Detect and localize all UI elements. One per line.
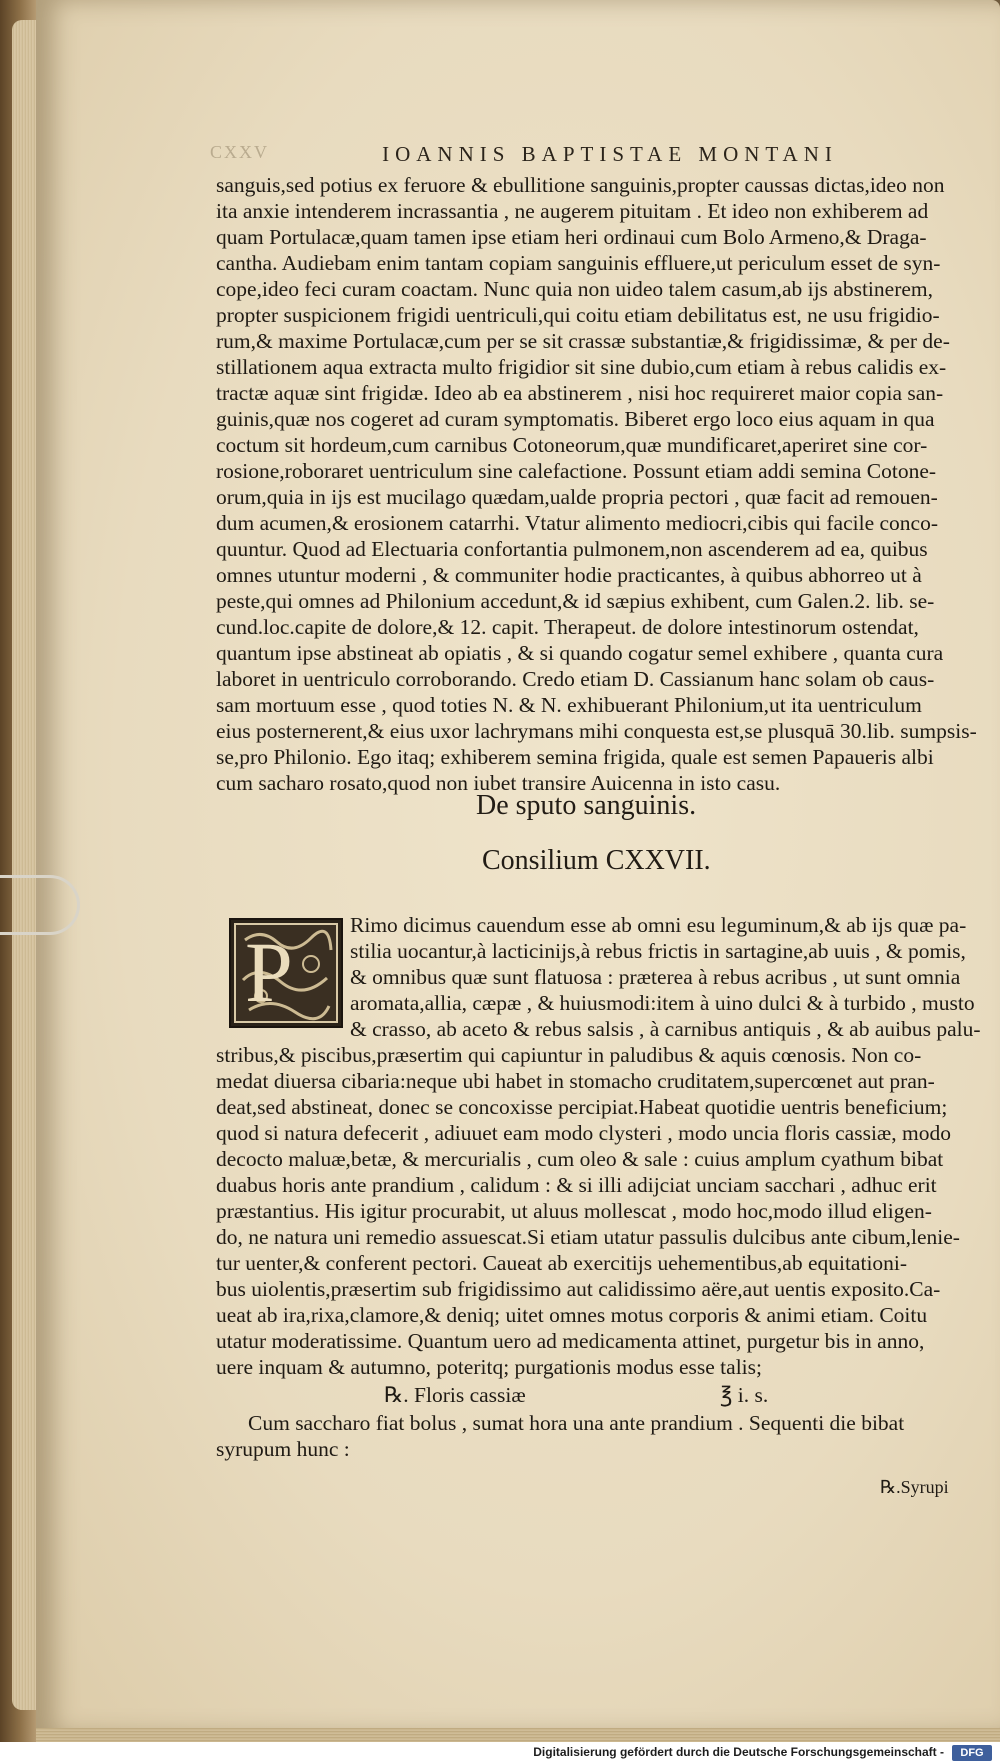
- text-line: omnes utuntur moderni , & communiter hodie practicantes, à quibus abhorreo ut à: [216, 563, 922, 587]
- text-line: cum sacharo rosato,quod non iubet transire Auicenna in isto casu.: [216, 771, 781, 795]
- running-head: IOANNIS BAPTISTAE MONTANI: [382, 142, 838, 166]
- page-clip: [0, 875, 80, 935]
- text-line: rosione,roboraret uentriculum sine calefactione. Possunt etiam addi semina Cotone-: [216, 459, 937, 483]
- consilium-heading: Consilium CXXVII.: [482, 845, 711, 876]
- text-line: orum,quia in ijs est mucilago quædam,ualde propria pectori , quæ facit ad remouen-: [216, 485, 938, 509]
- recipe-line: ℞. Floris cassiæ: [384, 1383, 526, 1407]
- text-line: se,pro Philonio. Ego itaq; exhiberem semina frigida, quale est semen Papaueris albi: [216, 745, 934, 769]
- text-line: uere inquam & autumno, poteritq; purgationis modus esse talis;: [216, 1355, 762, 1379]
- text-line: quuntur. Quod ad Electuaria confortantia pulmonem,non ascenderem ad ea, quibus: [216, 537, 928, 561]
- text-line: peste,qui omnes ad Philonium accedunt,& id sæpius exhibent, cum Galen.2. lib. se-: [216, 589, 935, 613]
- text-line: laboret in uentriculo corroborando. Credo etiam D. Cassianum hanc solam ob caus-: [216, 667, 935, 691]
- text-line: quam Portulacæ,quam tamen ipse etiam heri ordinaui cum Bolo Armeno,& Draga-: [216, 225, 927, 249]
- footer-credit: Digitalisierung gefördert durch die Deutsche Forschungsgemeinschaft -: [533, 1745, 944, 1759]
- text-line: cope,ideo feci curam coactam. Nunc quia non uideo talem casum,ab ijs abstinerem,: [216, 277, 933, 301]
- text-line: deat,sed abstineat, donec se concoxisse percipiat.Habeat quotidie uentris beneficium;: [216, 1095, 948, 1119]
- text-line: coctum sit hordeum,cum carnibus Cotoneorum,quæ mundificaret,aperiret sine cor-: [216, 433, 928, 457]
- text-line: Cum saccharo fiat bolus , sumat hora una ante prandium . Sequenti die bibat: [248, 1411, 905, 1435]
- text-line: præstantius. His igitur procurabit, ut aluus mollescat , modo hoc,modo illud eligen-: [216, 1199, 932, 1223]
- text-line: Rimo dicimus cauendum esse ab omni esu leguminum,& ab ijs quæ pa-: [350, 913, 967, 937]
- text-line: & omnibus quæ sunt flatuosa : præterea à rebus acribus , ut sunt omnia: [350, 965, 961, 989]
- text-line: bus uiolentis,præsertim sub frigidissimo aut calidissimo aëre,aut uentis exposito.Ca-: [216, 1277, 941, 1301]
- text-line: quod si natura defecerit , adiuuet eam modo clysteri , modo uncia floris cassiæ, modo: [216, 1121, 951, 1145]
- section-heading: De sputo sanguinis.: [476, 790, 697, 821]
- text-line: ueat ab ira,rixa,clamore,& deniq; uitet omnes motus corporis & animi etiam. Coitu: [216, 1303, 928, 1327]
- catchword: ℞.Syrupi: [880, 1477, 949, 1497]
- footer-bar: [0, 1742, 1000, 1764]
- text-line: sanguis,sed potius ex feruore & ebullitione sanguinis,propter caussas dictas,ideo non: [216, 173, 945, 197]
- text-line: cantha. Audiebam enim tantam copiam sanguinis effluere,ut periculum esset de syn-: [216, 251, 941, 275]
- text-line: tur uenter,& conferent pectori. Caueat ab exercitijs uehementibus,ab equitationi-: [216, 1251, 908, 1275]
- text-line: cund.loc.capite de dolore,& 12. capit. Therapeut. de dolore intestinorum ostendat,: [216, 615, 919, 639]
- text-line: utatur moderatissime. Quantum uero ad medicamenta attinet, purgetur bis in anno,: [216, 1329, 925, 1353]
- text-line: eius posternerent,& eius uxor lachrymans mihi conquesta est,se plusquā 30.lib. sumpsis-: [216, 719, 977, 743]
- text-line: & crasso, ab aceto & rebus salsis , à carnibus antiquis , & ab auibus palu-: [350, 1017, 981, 1041]
- recipe-amount: ℥ i. s.: [720, 1383, 769, 1407]
- text-line: tractæ aquæ sint frigidæ. Ideo ab ea abstinerem , nisi hoc requireret maior copia san-: [216, 381, 944, 405]
- text-line: medat diuersa cibaria:neque ubi habet in stomacho cruditatem,supercœnet aut pran-: [216, 1069, 935, 1093]
- ornamental-drop-cap: [229, 918, 343, 1028]
- text-line: sam mortuum esse , quod toties N. & N. exhibuerant Philonium,ut ita uentriculum: [216, 693, 922, 717]
- text-line: quantum ipse abstineat ab opiatis , & si quando cogatur semel exhibere , quanta cura: [216, 641, 944, 665]
- text-line: ita anxie intenderem incrassantia , ne augerem pituitam . Et ideo non exhiberem ad: [216, 199, 929, 223]
- faint-margin-mark: CXXV: [210, 142, 270, 162]
- text-line: do, ne natura uni remedio assuescat.Si etiam utatur passulis dulcibus ante cibum,lenie-: [216, 1225, 960, 1249]
- text-line: rum,& maxime Portulacæ,cum per se sit crassæ substantiæ,& frigidissimæ, & per de-: [216, 329, 950, 353]
- drop-cap-letter: P: [245, 924, 293, 1020]
- text-line: stillationem aqua extracta multo frigidior sit sine dubio,cum etiam à rebus calidis ex-: [216, 355, 947, 379]
- text-line: decocto maluæ,betæ, & mercurialis , cum oleo & sale : cuius amplum cyathum bibat: [216, 1147, 944, 1171]
- dfg-logo-icon: DFG: [952, 1745, 992, 1761]
- text-line: propter suspicionem frigidi uentriculi,qui coitu etiam debilitatus est, ne usu frigidio-: [216, 303, 940, 327]
- text-line: guinis,quæ nos cogeret ad curam symptomatis. Biberet ergo loco eius aquam in qua: [216, 407, 935, 431]
- text-line: aromata,allia, cæpæ , & huiusmodi:item à uino dulci & à turbido , musto: [350, 991, 975, 1015]
- text-line: stilia uocantur,à lacticinijs,à rebus frictis in sartagine,ab uuis , & pomis,: [350, 939, 966, 963]
- text-line: dum acumen,& erosionem catarrhi. Vtatur alimento mediocri,cibis qui facile conco-: [216, 511, 938, 535]
- text-line: syrupum hunc :: [216, 1437, 350, 1461]
- page-bottom-edge: [36, 1728, 1000, 1742]
- text-line: stribus,& piscibus,præsertim qui capiuntur in paludibus & aquis cœnosis. Non co-: [216, 1043, 922, 1067]
- text-line: duabus horis ante prandium , calidum : & si illi adijciat unciam sacchari , adhuc erit: [216, 1173, 937, 1197]
